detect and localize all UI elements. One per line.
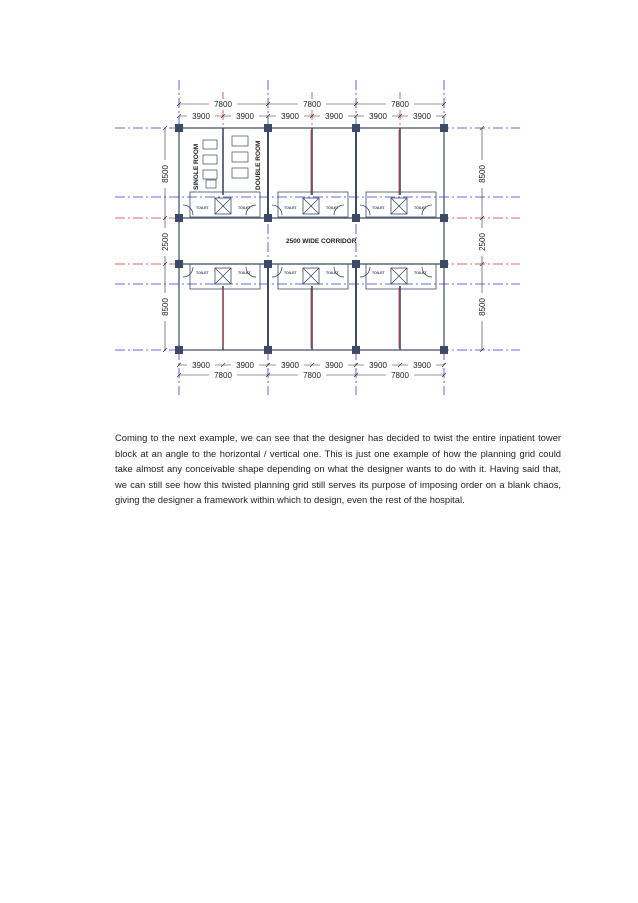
dim-right-1: 8500 <box>478 165 487 183</box>
dim-top-3: 7800 <box>391 100 409 109</box>
dim-left-1: 8500 <box>161 165 170 183</box>
dim-bottom-1: 7800 <box>214 371 232 380</box>
dim-bottom-sub-4: 3900 <box>325 361 343 370</box>
column <box>175 214 183 222</box>
toilet-label: TOILET <box>414 206 427 210</box>
toilet-label: TOILET <box>372 206 385 210</box>
dim-right-2: 2500 <box>478 233 487 251</box>
toilet-label: TOILET <box>238 206 251 210</box>
dim-left-3: 8500 <box>161 298 170 316</box>
column <box>440 214 448 222</box>
dim-top-sub-4: 3900 <box>325 112 343 121</box>
column <box>264 124 272 132</box>
dim-top-sub-2: 3900 <box>236 112 254 121</box>
column <box>440 124 448 132</box>
dim-top-sub-1: 3900 <box>192 112 210 121</box>
column <box>440 260 448 268</box>
dim-top-sub-3: 3900 <box>281 112 299 121</box>
toilet-label: TOILET <box>196 206 209 210</box>
dim-bottom-2: 7800 <box>303 371 321 380</box>
dim-bottom-sub-2: 3900 <box>236 361 254 370</box>
column <box>352 214 360 222</box>
toilet-label: TOILET <box>238 271 251 275</box>
toilet-label: TOILET <box>326 271 339 275</box>
dim-top-2: 7800 <box>303 100 321 109</box>
toilet-label: TOILET <box>284 206 297 210</box>
double-room-label: DOUBLE ROOM <box>255 140 262 190</box>
dim-right-3: 8500 <box>478 298 487 316</box>
corridor-label: 2500 WIDE CORRIDOR <box>286 238 357 245</box>
column <box>352 346 360 354</box>
column <box>440 346 448 354</box>
toilet-label: TOILET <box>196 271 209 275</box>
dim-top-sub-5: 3900 <box>369 112 387 121</box>
column <box>175 260 183 268</box>
column <box>264 214 272 222</box>
floor-plan-drawing <box>0 0 638 420</box>
single-room-label: SINGLE ROOM <box>193 143 200 190</box>
toilet-label: TOILET <box>326 206 339 210</box>
column <box>264 260 272 268</box>
dim-top-sub-6: 3900 <box>413 112 431 121</box>
dim-left-2: 2500 <box>161 233 170 251</box>
column <box>352 260 360 268</box>
column <box>175 346 183 354</box>
dim-bottom-sub-6: 3900 <box>413 361 431 370</box>
dim-bottom-sub-5: 3900 <box>369 361 387 370</box>
dim-bottom-sub-1: 3900 <box>192 361 210 370</box>
toilet-label: TOILET <box>414 271 427 275</box>
furniture <box>203 136 248 188</box>
column <box>352 124 360 132</box>
dim-bottom-sub-3: 3900 <box>281 361 299 370</box>
body-paragraph: Coming to the next example, we can see that the designer has decided to twist the entire inpatient tower block at an angle to the horizontal / vertical one. This is just one example of how the planning grid could take almost any conceivable shape depending on what the designer wants to do with it. Having said that, we can still see how this twisted planning grid still serves its purpose of imposing order on a blank chaos, giving the designer a framework within which to design, even the rest of the hospital. <box>115 432 561 506</box>
column <box>175 124 183 132</box>
dim-bottom-3: 7800 <box>391 371 409 380</box>
toilet-label: TOILET <box>284 271 297 275</box>
toilet-label: TOILET <box>372 271 385 275</box>
dim-top-1: 7800 <box>214 100 232 109</box>
column <box>264 346 272 354</box>
